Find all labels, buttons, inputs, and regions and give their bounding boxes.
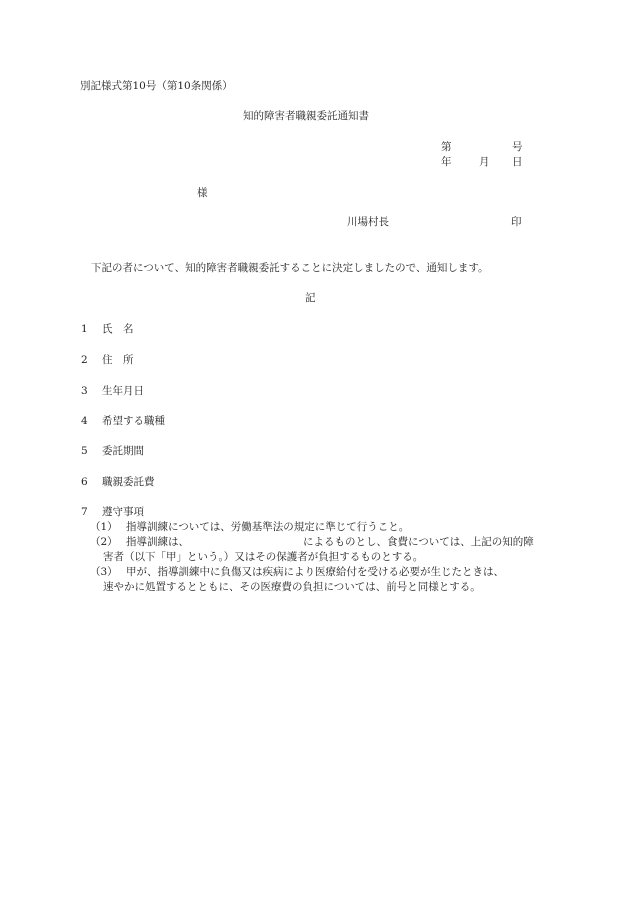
item-number: 3: [81, 385, 88, 397]
seal-mark: 印: [511, 216, 522, 228]
item-label: 住 所: [102, 354, 134, 366]
date-year-label: 年: [441, 156, 452, 168]
clause-3: [90, 566, 504, 579]
item-commission-fee: [81, 476, 155, 489]
ki-heading: 記: [305, 292, 316, 304]
item-label: 氏 名: [102, 323, 134, 335]
addressee-honorific: 様: [197, 187, 208, 199]
clause-text: 指導訓練については、労働基準法の規定に準じて行うこと。: [126, 521, 410, 533]
clause-2-text-after-blank: によるものとし、食費については、上記の知的障: [303, 536, 534, 548]
item-birthdate: [81, 385, 144, 398]
item-number: 5: [81, 445, 88, 457]
clause-1: [90, 521, 409, 534]
item-number: 6: [81, 476, 88, 488]
document-title: 知的障害者職親委託通知書: [243, 110, 369, 122]
clause-number: （2）: [90, 536, 118, 548]
item-desired-occupation: [81, 415, 165, 428]
item-number: 4: [81, 415, 88, 427]
item-label: 希望する職種: [102, 415, 165, 427]
item-number: 1: [81, 323, 88, 335]
clause-text: 甲が、指導訓練中に負傷又は疾病により医療給付を受ける必要が生じたときは、: [126, 566, 504, 578]
date-day-label: 日: [512, 156, 523, 168]
clause-3-continuation: 速やかに処置するとともに、その医療費の負担については、前号と同様とする。: [103, 581, 481, 593]
clause-2-continuation: 害者（以下「甲」という。）又はその保護者が負担するものとする。: [103, 551, 424, 563]
clause-2: [90, 536, 189, 549]
item-label: 遵守事項: [102, 506, 144, 518]
item-name: [81, 323, 134, 336]
item-number: 2: [81, 354, 88, 366]
clause-text: 指導訓練は、: [126, 536, 189, 548]
item-label: 職親委託費: [102, 476, 155, 488]
form-number-label: 別記様式第10号（第10条関係）: [80, 80, 233, 92]
item-address: [81, 354, 134, 367]
item-label: 生年月日: [102, 385, 144, 397]
issuer-name: 川場村長: [347, 216, 389, 228]
item-number: 7: [81, 506, 88, 518]
item-commission-period: [81, 445, 144, 458]
clause-number: （3）: [90, 566, 118, 578]
date-month-label: 月: [479, 156, 490, 168]
document-number-suffix: 号: [512, 141, 523, 153]
item-label: 委託期間: [102, 445, 144, 457]
item-compliance-matters: [81, 506, 144, 519]
clause-number: （1）: [90, 521, 118, 533]
document-number-prefix: 第: [441, 141, 452, 153]
notice-body-text: 下記の者について、知的障害者職親委託することに決定しましたので、通知します。: [91, 262, 489, 274]
